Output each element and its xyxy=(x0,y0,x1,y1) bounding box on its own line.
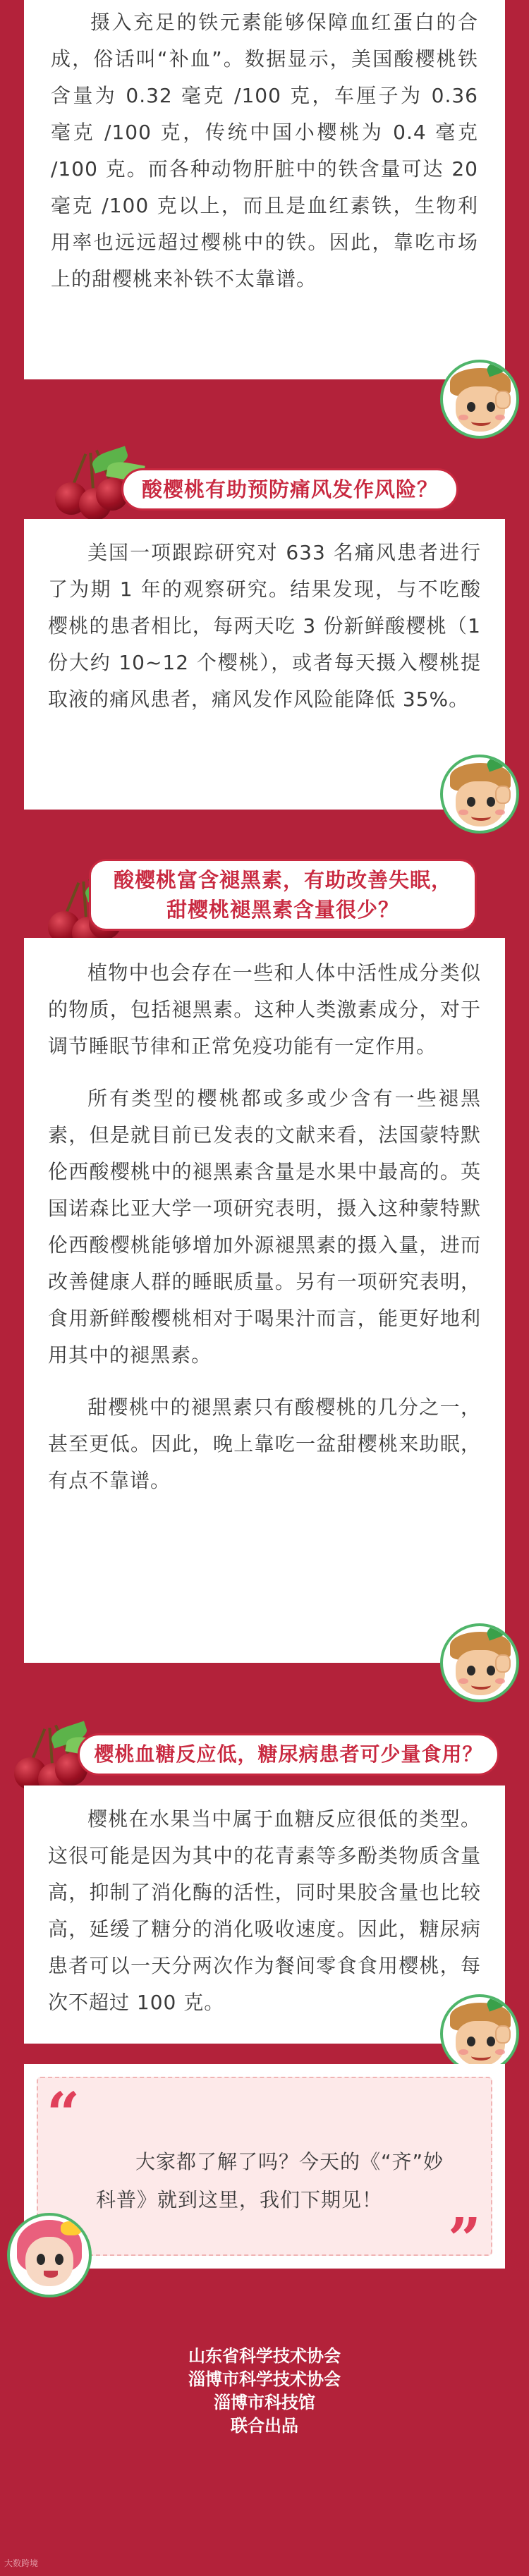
boy-mascot-icon xyxy=(440,1994,519,2073)
section-heading-line2: 甜樱桃褪黑素含量很少？ xyxy=(166,898,399,922)
section-heading-line1: 酸樱桃富含褪黑素，有助改善失眠， xyxy=(113,868,452,892)
credit-line: 山东省科学技术协会 xyxy=(188,2346,341,2366)
closing-card xyxy=(24,2064,505,2273)
section-heading-melatonin xyxy=(89,859,477,931)
closing-text: 大家都了解了吗？今天的《“齐”妙科普》就到这里，我们下期见！ xyxy=(96,2150,444,2211)
girl-mascot-icon xyxy=(7,2213,92,2297)
open-quote-mark-icon: “ xyxy=(47,2080,80,2148)
section-heading-text: 樱桃血糖反应低，糖尿病患者可少量食用？ xyxy=(94,1742,483,1766)
closing-quote-box xyxy=(37,2077,492,2273)
credit-line: 淄博市科技馆 xyxy=(214,2393,315,2412)
section-card-blood-sugar xyxy=(24,1786,505,2044)
section-card-gout xyxy=(24,519,505,810)
section-paragraph: 植物中也会存在一些和人体中活性成分类似的物质，包括褪黑素。这种人类激素成分，对于调节睡眠节律和正常免疫功能有一定作用。 xyxy=(48,961,481,1058)
intro-paragraph: 摄入充足的铁元素能够保障血红蛋白的合成，俗话叫“补血”。数据显示，美国酸樱桃铁含量为 0.32 毫克 /100 克，车厘子为 0.36 毫克 /100 克，传统中国小樱桃为 0.4 毫克 /100 克。而各种动物肝脏中的铁含量可达 20 毫克 /100 克以上，而且是血红素铁，生物利用率也远远超过樱桃中的铁。因此，靠吃市场上的甜樱桃来补铁不太靠谱。 xyxy=(51,11,478,291)
boy-mascot-icon xyxy=(440,1623,519,1702)
section-heading-text: 酸樱桃有助预防痛风发作风险？ xyxy=(141,477,438,501)
credit-line: 淄博市科学技术协会 xyxy=(188,2369,341,2389)
section-paragraph: 甜樱桃中的褪黑素只有酸樱桃的几分之一，甚至更低。因此，晚上靠吃一盆甜樱桃来助眠，有点不靠谱。 xyxy=(48,1396,481,1492)
section-paragraph: 美国一项跟踪研究对 633 名痛风患者进行了为期 1 年的观察研究。结果发现，与不吃酸樱桃的患者相比，每两天吃 3 份新鲜酸樱桃（1 份大约 10~12 个樱桃），或者每天摄入樱桃提取液的痛风患者，痛风发作风险能降低 35%。 xyxy=(48,541,481,711)
close-quote-mark-icon: ” xyxy=(447,2206,481,2273)
section-heading-blood-sugar xyxy=(78,1733,499,1776)
credits-footer xyxy=(0,2345,529,2438)
section-card-melatonin xyxy=(24,938,505,1663)
intro-card xyxy=(24,0,505,379)
section-heading-gout xyxy=(121,468,458,511)
boy-mascot-icon xyxy=(440,755,519,834)
watermark: 大数跨境 xyxy=(4,2558,39,2568)
section-paragraph: 所有类型的樱桃都或多或少含有一些褪黑素，但是就目前已发表的文献来看，法国蒙特默伦西酸樱桃中的褪黑素含量是水果中最高的。英国诺森比亚大学一项研究表明，摄入这种蒙特默伦西酸樱桃能够增加外源褪黑素的摄入量，进而改善健康人群的睡眠质量。另有一项研究表明，食用新鲜酸樱桃相对于喝果汁而言，能更好地利用其中的褪黑素。 xyxy=(48,1087,481,1367)
boy-mascot-icon xyxy=(440,360,519,439)
section-paragraph: 樱桃在水果当中属于血糖反应很低的类型。这很可能是因为其中的花青素等多酚类物质含量高，抑制了消化酶的活性，同时果胶含量也比较高，延缓了糖分的消化吸收速度。因此，糖尿病患者可以一天分两次作为餐间零食食用樱桃，每次不超过 100 克。 xyxy=(48,1807,481,2014)
credit-line: 联合出品 xyxy=(231,2416,298,2436)
